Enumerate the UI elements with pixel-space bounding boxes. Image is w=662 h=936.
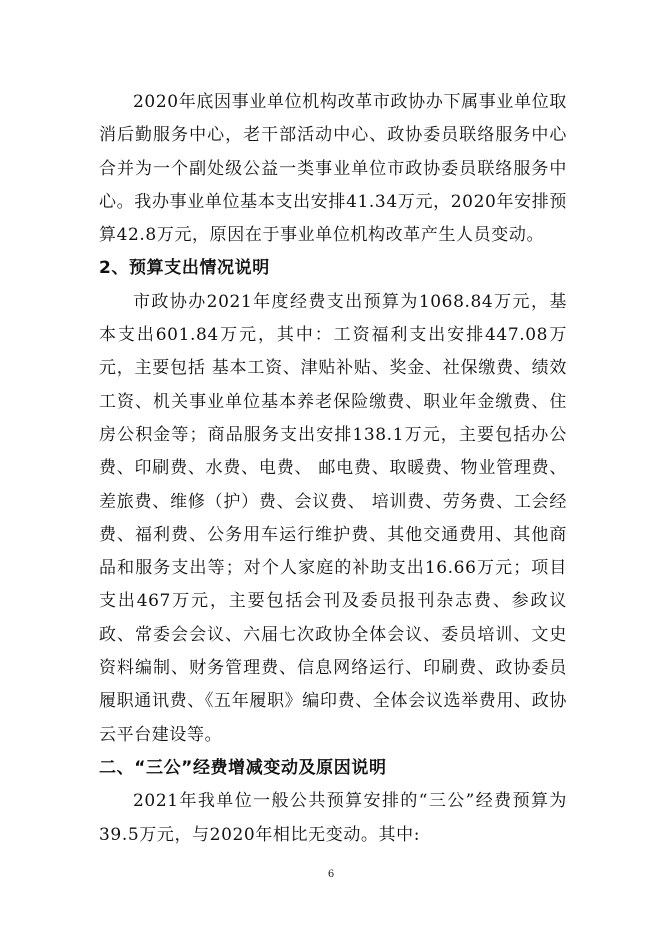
paragraph-institution-reform: 2020年底因事业单位机构改革市政协办下属事业单位取消后勤服务中心，老干部活动中心、政协委员联络服务中心合并为一个副处级公益一类事业单位市政协委员联络服务中心。我办事业单位基本支出安排41.34万元，2020年安排预算42.8万元，原因在于事业单位机构改革产生人员变动。 xyxy=(99,92,567,246)
section-heading-three-public-expenses: 二、“三公”经费增减变动及原因说明 xyxy=(99,757,387,778)
paragraph-three-public-expenses: 2021年我单位一般公共预算安排的“三公”经费预算为39.5万元，与2020年相比无变动。其中: xyxy=(99,791,567,845)
paragraph-budget-expenditure: 市政协办2021年度经费支出预算为1068.84万元，基本支出601.84万元，其中：工资福利支出安排447.08万元，主要包括 基本工资、津贴补贴、奖金、社保缴费、绩效工资、机关事业单位基本养老保险缴费、职业年金缴费、住房公积金等；商品服务支出安排138.1万元，主要包括办公费、印刷费、水费、电费、 邮电费、取暖费、物业管理费、差旅费、维修（护）费、会议费、 培训费、劳务费、工会经费、福利费、公务用车运行维护费、其他交通费用、其他商品和服务支出等；对个人家庭的补助支出16.66万元；项目支出467万元，主要包括会刊及委员报刊杂志费、参政议政、常委会会议、六届七次政协全体会议、委员培训、文史资料编制、财务管理费、信息网络运行、印刷费、政协委员履职通讯费、《五年履职》编印费、全体会议选举费用、政协云平台建设等。 xyxy=(99,291,567,745)
section-heading-budget-expenditure: 2、预算支出情况说明 xyxy=(99,258,270,279)
page-number: 6 xyxy=(327,869,335,880)
page-content xyxy=(99,86,567,852)
